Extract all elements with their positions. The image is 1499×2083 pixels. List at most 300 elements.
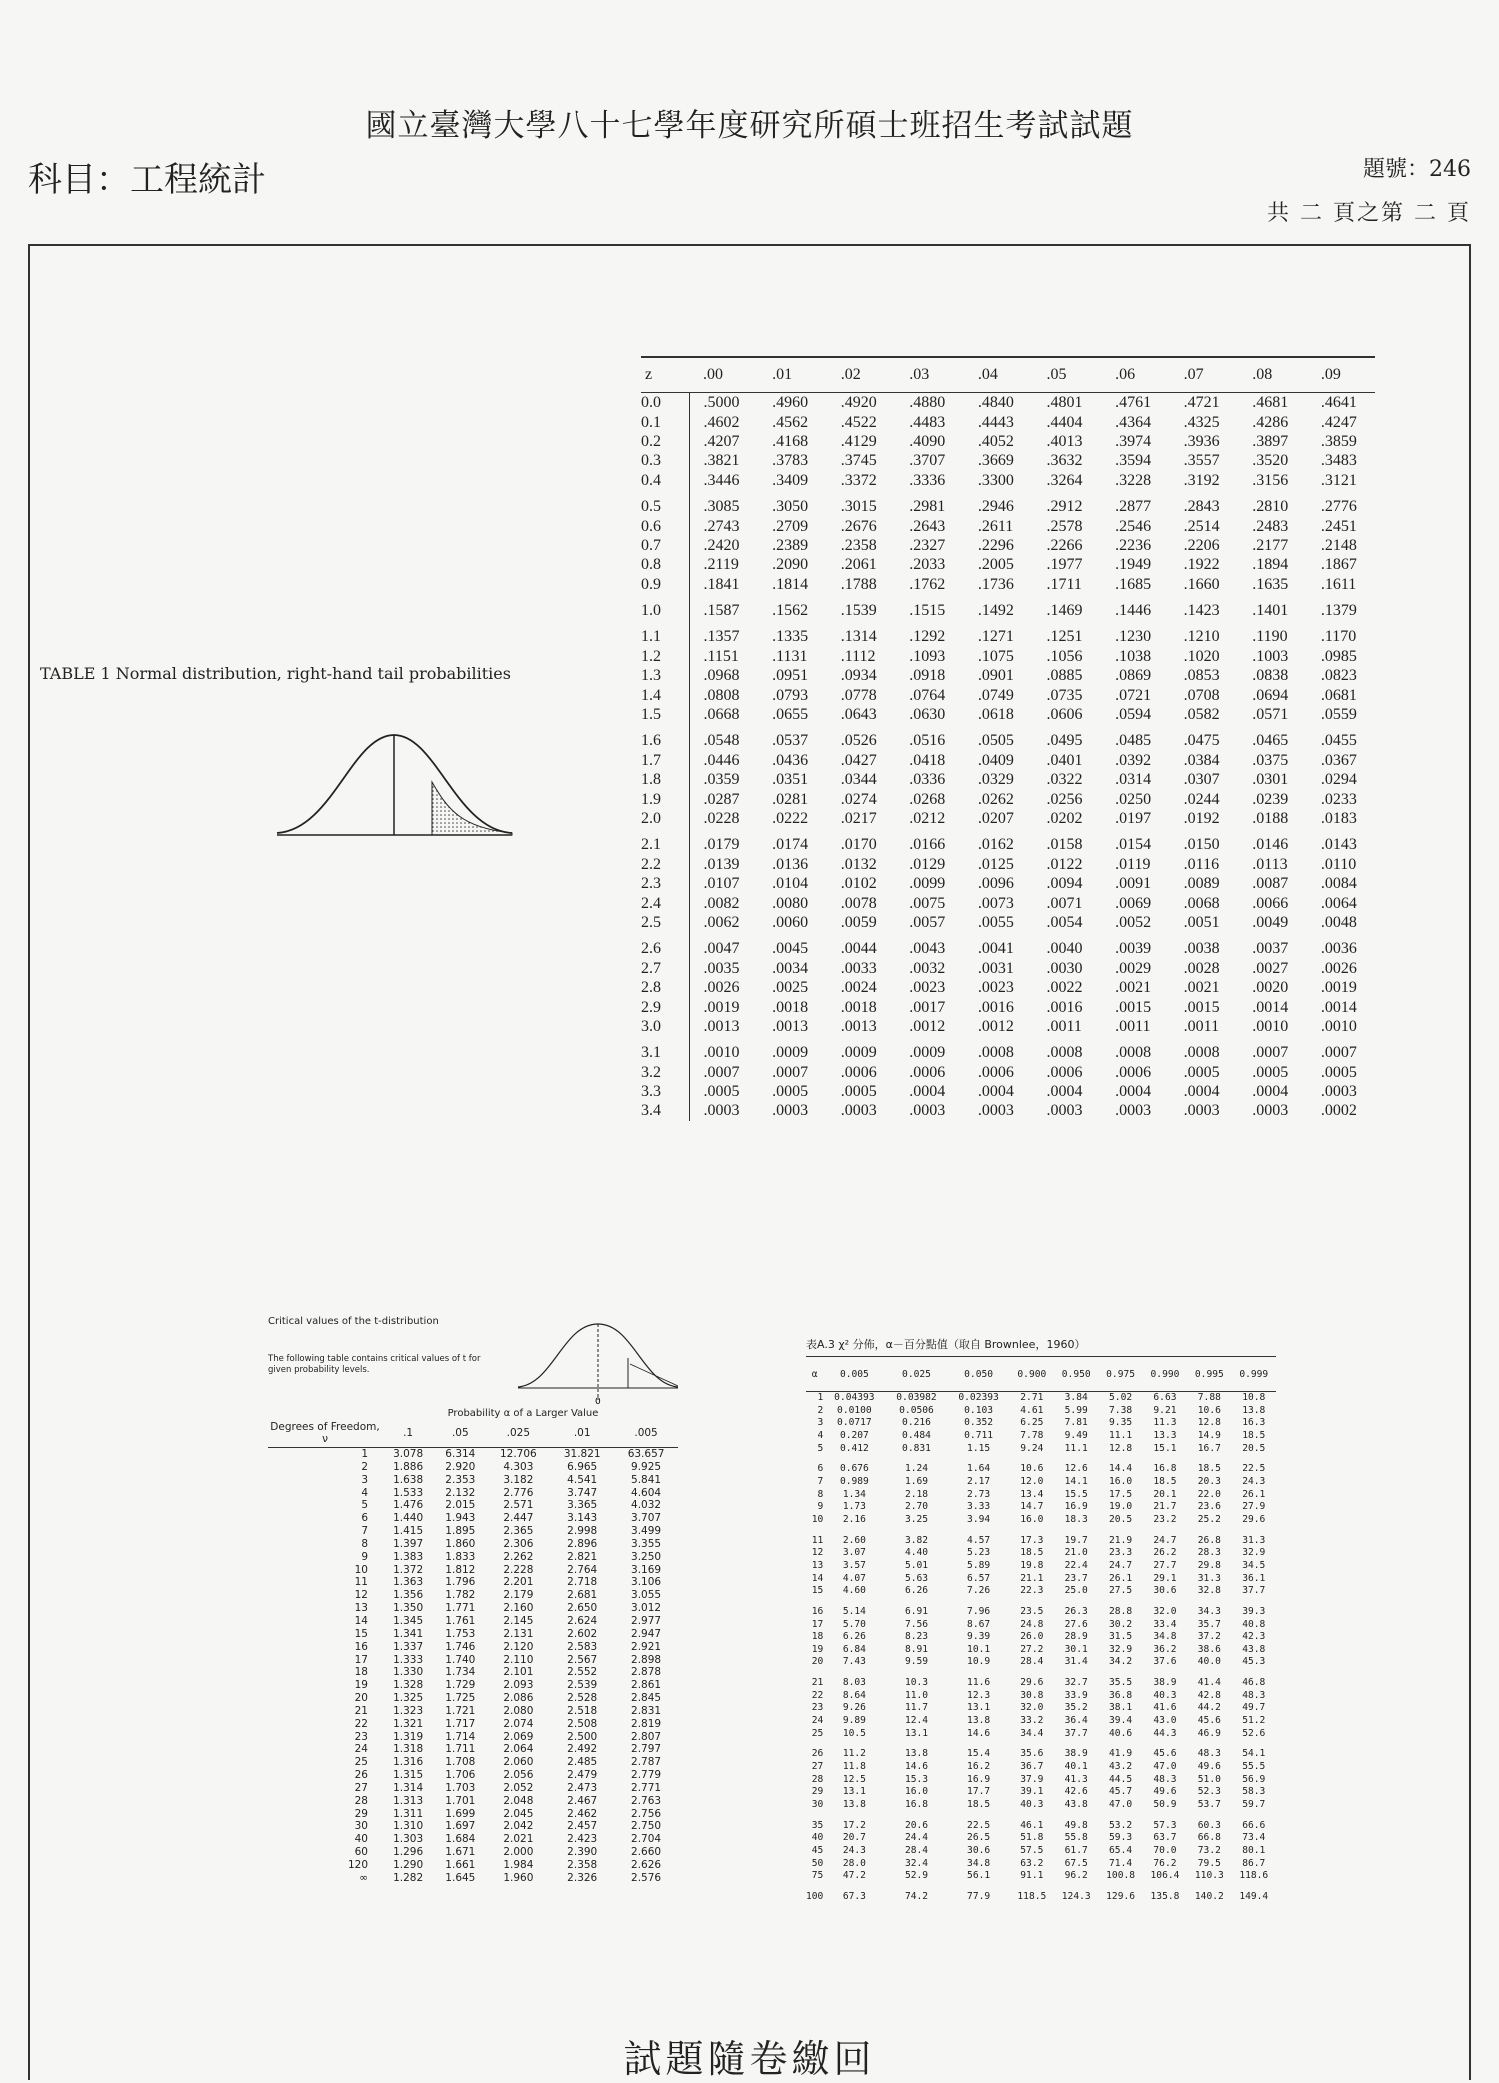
df-column-header: Degrees of Freedom, ν <box>268 1419 382 1448</box>
chi-value-cell: 25.2 <box>1197 1513 1221 1525</box>
chi-value-cell: 31.5 <box>1109 1631 1133 1643</box>
probability-cell: .0582 <box>1183 706 1220 724</box>
chi-value-cell: 0.352 <box>964 1417 994 1429</box>
chi-value-cell: 33.9 <box>1064 1689 1088 1701</box>
critical-value-cell: 1.363 <box>393 1576 424 1589</box>
probability-cell: .0007 <box>1252 1044 1289 1062</box>
df-cell: 29 <box>354 1807 368 1820</box>
probability-cell: .0034 <box>772 959 809 977</box>
table-row <box>268 1731 678 1744</box>
probability-cell: .4286 <box>1252 413 1289 431</box>
table-row <box>268 1833 678 1846</box>
critical-value-cell: 1.318 <box>393 1743 424 1756</box>
table-row <box>641 705 1375 724</box>
chi-value-cell: 21.1 <box>1020 1572 1044 1584</box>
critical-value-cell: 2.467 <box>567 1794 598 1807</box>
critical-value-cell: 1.771 <box>445 1602 476 1615</box>
df-cell: 18 <box>811 1631 824 1643</box>
probability-cell: .0030 <box>1046 959 1083 977</box>
probability-cell: .0005 <box>1252 1063 1289 1081</box>
table-row <box>806 1527 1276 1548</box>
z-value-cell: 1.6 <box>641 724 689 750</box>
probability-cell: .0068 <box>1183 894 1220 912</box>
chi-value-cell: 110.3 <box>1194 1870 1224 1882</box>
critical-value-cell: 2.132 <box>445 1486 476 1499</box>
critical-value-cell: 1.372 <box>393 1563 424 1576</box>
table-row <box>806 1417 1276 1430</box>
critical-value-cell: 1.323 <box>393 1704 424 1717</box>
probability-cell: .0918 <box>909 667 946 685</box>
critical-value-cell: 1.782 <box>445 1589 476 1602</box>
t-curve-figure <box>518 1318 678 1406</box>
chi-value-cell: 39.3 <box>1242 1605 1266 1617</box>
chi-value-cell: 43.8 <box>1242 1643 1266 1655</box>
critical-value-cell: 2.771 <box>631 1781 662 1794</box>
probability-cell: .4090 <box>909 432 946 450</box>
critical-value-cell: 2.626 <box>631 1859 662 1871</box>
chi-value-cell: 73.2 <box>1197 1845 1221 1856</box>
df-cell: 3 <box>817 1417 824 1429</box>
probability-cell: .3372 <box>840 471 877 489</box>
critical-value-cell: 4.032 <box>631 1499 662 1512</box>
probability-cell: .0985 <box>1320 647 1357 665</box>
critical-value-cell: 3.747 <box>567 1486 598 1499</box>
chi-value-cell: 10.1 <box>967 1643 991 1655</box>
probability-cell: .1841 <box>703 575 740 593</box>
probability-cell: .0015 <box>1183 998 1220 1016</box>
probability-cell: .0023 <box>977 979 1014 997</box>
probability-cell: .0047 <box>703 940 740 958</box>
question-number: 題號：246 <box>1363 157 1471 182</box>
probability-cell: .0016 <box>1046 998 1083 1016</box>
probability-cell: .2061 <box>840 556 877 574</box>
critical-value-cell: 2.479 <box>567 1769 598 1782</box>
critical-value-cell: 2.500 <box>567 1730 598 1743</box>
chi-value-cell: 1.73 <box>842 1501 866 1513</box>
critical-value-cell: 2.110 <box>503 1653 534 1666</box>
chi-value-cell: 0.676 <box>839 1463 869 1475</box>
critical-value-cell: 2.042 <box>503 1820 534 1833</box>
probability-cell: .4522 <box>840 413 877 431</box>
table-row <box>268 1654 678 1667</box>
df-cell: 13 <box>811 1559 824 1571</box>
critical-value-cell: 1.290 <box>393 1859 424 1871</box>
probability-cell: .2810 <box>1252 498 1289 516</box>
probability-cell: .1446 <box>1115 602 1152 620</box>
chi-table-title: 表A.3 χ² 分佈，α－百分點值（取自 Brownlee，1960） <box>806 1338 1086 1351</box>
critical-value-cell: 1.313 <box>393 1794 424 1807</box>
chi-value-cell: 14.6 <box>904 1761 929 1773</box>
chi-value-cell: 55.5 <box>1242 1761 1266 1773</box>
probability-cell: .0005 <box>840 1083 877 1101</box>
probability-cell: .1762 <box>909 575 946 593</box>
probability-cell: .0708 <box>1183 686 1220 704</box>
chi-value-cell: 14.6 <box>967 1727 991 1739</box>
alpha-column-header: .1 <box>382 1419 434 1448</box>
chi-value-cell: 0.02393 <box>958 1392 999 1403</box>
chi-value-cell: 13.1 <box>967 1702 991 1714</box>
chi-value-cell: 22.0 <box>1197 1488 1221 1500</box>
df-cell: 26 <box>811 1748 824 1760</box>
table-row <box>806 1845 1276 1858</box>
z-value-cell: 0.9 <box>641 575 689 594</box>
probability-cell: .0485 <box>1115 732 1152 750</box>
chi-value-cell: 9.35 <box>1109 1417 1133 1429</box>
critical-value-cell: 2.492 <box>567 1743 598 1756</box>
probability-cell: .0024 <box>840 979 877 997</box>
table-row <box>806 1812 1276 1833</box>
critical-value-cell: 2.390 <box>567 1846 598 1859</box>
probability-cell: .0808 <box>703 686 740 704</box>
chi-value-cell: 56.9 <box>1242 1773 1266 1785</box>
probability-cell: .0003 <box>1252 1102 1289 1120</box>
critical-value-cell: 1.703 <box>445 1781 476 1794</box>
z-value-cell: 1.9 <box>641 789 689 808</box>
table-row <box>268 1705 678 1718</box>
probability-cell: .1131 <box>772 647 808 665</box>
chi-value-cell: 63.2 <box>1020 1857 1044 1869</box>
df-cell: 10 <box>354 1563 368 1576</box>
df-cell: 24 <box>354 1743 368 1756</box>
probability-cell: .0618 <box>977 706 1014 724</box>
probability-cell: .1611 <box>1320 575 1357 593</box>
table-row <box>806 1786 1276 1799</box>
table-row <box>806 1443 1276 1456</box>
probability-cell: .1711 <box>1046 575 1082 593</box>
table-row <box>806 1405 1276 1418</box>
chi-value-cell: 48.3 <box>1153 1773 1177 1785</box>
z-value-cell: 0.2 <box>641 432 689 451</box>
chi-value-cell: 41.6 <box>1153 1702 1177 1714</box>
chi-value-cell: 41.4 <box>1197 1677 1221 1689</box>
critical-value-cell: 2.423 <box>567 1833 598 1846</box>
z-value-cell: 0.5 <box>641 490 689 516</box>
critical-value-cell: 2.518 <box>567 1704 598 1717</box>
critical-value-cell: 2.821 <box>567 1550 598 1563</box>
df-cell: 3 <box>361 1473 368 1486</box>
probability-cell: .0039 <box>1115 940 1152 958</box>
probability-cell: .2119 <box>703 556 739 574</box>
chi-value-cell: 49.8 <box>1064 1819 1088 1831</box>
probability-cell: .0139 <box>703 855 740 873</box>
critical-value-cell: 1.984 <box>503 1859 534 1871</box>
probability-cell: .2296 <box>977 536 1014 554</box>
chi-value-cell: 0.03982 <box>896 1392 937 1403</box>
table-row <box>641 724 1375 750</box>
probability-cell: .0968 <box>703 667 740 685</box>
table-row <box>806 1883 1276 1904</box>
probability-cell: .4168 <box>772 432 809 450</box>
critical-value-cell: 3.355 <box>631 1537 662 1550</box>
chi-value-cell: 31.3 <box>1197 1572 1221 1584</box>
chi-value-cell: 49.6 <box>1197 1761 1221 1773</box>
critical-value-cell: 2.326 <box>567 1871 598 1884</box>
critical-value-cell: 2.552 <box>567 1666 598 1679</box>
table-row <box>806 1560 1276 1573</box>
probability-cell: .0006 <box>977 1063 1014 1081</box>
probability-cell: .1251 <box>1046 628 1083 646</box>
chi-value-cell: 24.7 <box>1153 1534 1177 1546</box>
critical-value-cell: 2.069 <box>503 1730 534 1743</box>
probability-cell: .0934 <box>840 667 877 685</box>
chi-value-cell: 7.43 <box>842 1656 866 1668</box>
chi-value-cell: 57.3 <box>1153 1819 1177 1831</box>
table-row <box>806 1585 1276 1598</box>
chi-value-cell: 37.7 <box>1242 1585 1266 1597</box>
chi-value-cell: 40.0 <box>1197 1656 1221 1668</box>
probability-cell: .0013 <box>703 1017 740 1035</box>
critical-value-cell: 2.485 <box>567 1756 598 1769</box>
probability-cell: .0951 <box>772 667 809 685</box>
table-row <box>268 1859 678 1872</box>
chi-value-cell: 53.7 <box>1197 1799 1221 1811</box>
z-value-cell: 2.2 <box>641 855 689 874</box>
chi-value-cell: 24.4 <box>904 1832 929 1844</box>
chi-value-cell: 9.21 <box>1153 1404 1177 1416</box>
df-cell: 14 <box>811 1572 824 1584</box>
df-cell: 35 <box>811 1819 824 1831</box>
chi-value-cell: 13.8 <box>1242 1404 1266 1416</box>
probability-cell: .0250 <box>1115 790 1152 808</box>
df-cell: 2 <box>817 1404 824 1416</box>
df-cell: 5 <box>361 1499 368 1512</box>
chi-value-cell: 16.8 <box>904 1799 929 1811</box>
probability-cell: .0023 <box>909 979 946 997</box>
critical-value-cell: 2.718 <box>567 1576 598 1589</box>
probability-cell: .0735 <box>1046 686 1083 704</box>
chi-value-cell: 16.0 <box>1020 1513 1044 1525</box>
critical-value-cell: 1.708 <box>445 1756 476 1769</box>
critical-value-cell: 1.740 <box>445 1653 476 1666</box>
probability-cell: .3156 <box>1252 471 1289 489</box>
critical-value-cell: 2.074 <box>503 1717 534 1730</box>
alpha-symbol-header: α <box>806 1357 823 1392</box>
probability-cell: .1949 <box>1115 556 1152 574</box>
chi-value-cell: 30.8 <box>1020 1689 1044 1701</box>
chi-value-cell: 50.9 <box>1153 1799 1177 1811</box>
critical-value-cell: 2.528 <box>567 1692 598 1705</box>
critical-value-cell: 12.706 <box>499 1448 537 1460</box>
table-row <box>268 1448 678 1461</box>
df-cell: 7 <box>361 1525 368 1538</box>
probability-cell: .0099 <box>909 875 946 893</box>
probability-cell: .0132 <box>840 855 877 873</box>
probability-cell: .0793 <box>772 686 809 704</box>
probability-cell: .0002 <box>1320 1102 1357 1120</box>
chi-value-cell: 43.0 <box>1153 1715 1177 1727</box>
critical-value-cell: 2.977 <box>631 1614 662 1627</box>
z-value-cell: 2.3 <box>641 874 689 893</box>
probability-cell: .0013 <box>840 1017 877 1035</box>
probability-cell: .1660 <box>1183 575 1220 593</box>
chi-value-cell: 2.70 <box>904 1501 929 1513</box>
table-row <box>641 1017 1375 1036</box>
chi-value-cell: 11.6 <box>967 1677 991 1689</box>
critical-value-cell: 3.143 <box>567 1512 598 1525</box>
chi-value-cell: 80.1 <box>1242 1845 1266 1856</box>
critical-value-cell: 2.819 <box>631 1717 662 1730</box>
chi-value-cell: 0.216 <box>902 1417 931 1429</box>
chi-value-cell: 6.26 <box>904 1585 929 1597</box>
chi-value-cell: 9.39 <box>967 1631 991 1643</box>
chi-value-cell: 13.1 <box>842 1786 866 1798</box>
df-cell: 5 <box>817 1442 824 1454</box>
chi-value-cell: 18.5 <box>1153 1475 1177 1487</box>
probability-cell: .0188 <box>1252 810 1289 827</box>
chi-value-cell: 14.4 <box>1109 1463 1133 1475</box>
probability-cell: .0010 <box>1320 1017 1357 1035</box>
critical-value-cell: 1.725 <box>445 1692 476 1705</box>
probability-cell: .0006 <box>909 1063 946 1081</box>
probability-cell: .0436 <box>772 751 809 769</box>
df-cell: 22 <box>811 1689 824 1701</box>
chi-value-cell: 24.7 <box>1109 1559 1133 1571</box>
chi-value-cell: 44.3 <box>1153 1727 1177 1739</box>
probability-cell: .0630 <box>909 706 946 724</box>
chi-value-cell: 46.8 <box>1242 1677 1266 1689</box>
table-row <box>806 1455 1276 1476</box>
critical-value-cell: 2.807 <box>631 1730 662 1743</box>
chi-value-cell: 1.24 <box>904 1463 929 1475</box>
table-row <box>641 751 1375 770</box>
chi-value-cell: 30.1 <box>1064 1643 1088 1655</box>
z-value-cell: 1.1 <box>641 620 689 646</box>
chi-value-cell: 16.0 <box>1109 1475 1133 1487</box>
probability-cell: .4602 <box>703 413 740 431</box>
probability-cell: .3085 <box>703 498 740 516</box>
probability-cell: .0113 <box>1252 855 1288 873</box>
chi-value-cell: 17.5 <box>1109 1488 1133 1500</box>
probability-cell: .1292 <box>909 628 946 646</box>
probability-cell: .0336 <box>909 771 946 789</box>
chi-value-cell: 34.8 <box>967 1857 991 1869</box>
probability-cell: .0007 <box>772 1063 809 1081</box>
df-cell: 29 <box>811 1786 824 1798</box>
chi-value-cell: 18.5 <box>967 1799 991 1811</box>
chi-value-cell: 7.38 <box>1109 1404 1133 1416</box>
chi-value-cell: 5.23 <box>967 1547 991 1559</box>
chi-value-cell: 0.831 <box>902 1442 931 1454</box>
table-row <box>806 1514 1276 1527</box>
chi-value-cell: 3.25 <box>904 1513 929 1525</box>
probability-cell: .4840 <box>977 394 1014 412</box>
chi-value-cell: 79.5 <box>1197 1857 1221 1869</box>
z-column-header: .00 <box>689 357 758 393</box>
chi-value-cell: 53.2 <box>1109 1819 1133 1831</box>
chi-value-cell: 51.8 <box>1020 1832 1044 1844</box>
chi-value-cell: 40.6 <box>1109 1727 1133 1739</box>
probability-cell: .0005 <box>703 1083 740 1101</box>
probability-cell: .0021 <box>1115 979 1152 997</box>
chi-value-cell: 37.6 <box>1153 1656 1177 1668</box>
chi-value-cell: 8.67 <box>967 1618 991 1630</box>
table-row <box>268 1461 678 1474</box>
table-row <box>641 594 1375 620</box>
chi-value-cell: 3.33 <box>967 1501 991 1513</box>
df-cell: 12 <box>811 1547 824 1559</box>
probability-cell: .0154 <box>1115 836 1152 854</box>
z-value-cell: 2.0 <box>641 809 689 828</box>
critical-value-cell: 6.314 <box>445 1448 476 1460</box>
chi-value-cell: 37.9 <box>1020 1773 1044 1785</box>
chi-value-cell: 12.8 <box>1109 1442 1133 1454</box>
z-value-cell: 3.4 <box>641 1101 689 1120</box>
chi-value-cell: 26.1 <box>1242 1488 1266 1500</box>
probability-cell: .0446 <box>703 751 740 769</box>
chi-value-cell: 4.60 <box>842 1585 866 1597</box>
critical-value-cell: 2.602 <box>567 1627 598 1640</box>
table-row <box>268 1615 678 1628</box>
table-row <box>641 516 1375 535</box>
probability-cell: .0505 <box>977 732 1014 750</box>
critical-value-cell: 3.106 <box>631 1576 662 1589</box>
chi-value-cell: 38.6 <box>1197 1643 1221 1655</box>
probability-cell: .0018 <box>840 998 877 1016</box>
table-row <box>641 874 1375 893</box>
probability-cell: .0197 <box>1115 810 1152 827</box>
probability-cell: .0084 <box>1320 875 1357 893</box>
critical-value-cell: 2.262 <box>503 1550 534 1563</box>
df-cell: 11 <box>354 1576 368 1589</box>
chi-value-cell: 45.6 <box>1153 1748 1177 1760</box>
z-value-cell: 0.1 <box>641 412 689 431</box>
chi-value-cell: 6.91 <box>904 1605 929 1617</box>
table-row <box>641 959 1375 978</box>
probability-cell: .0004 <box>909 1083 946 1101</box>
critical-value-cell: 1.314 <box>393 1781 424 1794</box>
critical-value-cell: 1.753 <box>445 1627 476 1640</box>
z-value-cell: 0.0 <box>641 393 689 413</box>
table-row <box>641 1101 1375 1120</box>
chi-value-cell: 106.4 <box>1150 1870 1180 1882</box>
critical-value-cell: 2.306 <box>503 1537 534 1550</box>
chi-value-cell: 44.2 <box>1197 1702 1221 1714</box>
chi-value-cell: 32.9 <box>1242 1547 1266 1559</box>
critical-value-cell: 1.812 <box>445 1563 476 1576</box>
chi-value-cell: 5.63 <box>904 1572 929 1584</box>
chi-value-cell: 3.57 <box>842 1559 866 1571</box>
probability-cell: .0010 <box>1252 1017 1289 1035</box>
chi-value-cell: 52.9 <box>904 1870 929 1882</box>
critical-value-cell: 4.303 <box>503 1460 534 1473</box>
probability-cell: .0036 <box>1320 940 1357 958</box>
chi-value-cell: 18.5 <box>1242 1429 1266 1441</box>
chi-value-cell: 35.5 <box>1109 1677 1133 1689</box>
chi-value-cell: 32.7 <box>1064 1677 1088 1689</box>
probability-cell: .2514 <box>1183 517 1220 535</box>
chi-value-cell: 67.3 <box>842 1890 866 1902</box>
probability-cell: .2327 <box>909 536 946 554</box>
chi-value-cell: 118.6 <box>1239 1870 1269 1882</box>
critical-value-cell: 2.000 <box>503 1846 534 1859</box>
critical-value-cell: 1.356 <box>393 1589 424 1602</box>
critical-value-cell: 1.960 <box>503 1871 534 1884</box>
critical-value-cell: 1.721 <box>445 1704 476 1717</box>
probability-cell: .0222 <box>772 810 809 827</box>
probability-cell: .1814 <box>772 575 809 593</box>
critical-value-cell: 2.896 <box>567 1537 598 1550</box>
chi-value-cell: 149.4 <box>1239 1890 1269 1902</box>
chi-value-cell: 0.989 <box>839 1475 869 1487</box>
chi-value-cell: 135.8 <box>1150 1890 1180 1902</box>
probability-cell: .0071 <box>1046 894 1083 912</box>
critical-value-cell: 1.325 <box>393 1692 424 1705</box>
chi-value-cell: 13.8 <box>967 1715 991 1727</box>
critical-value-cell: 2.787 <box>631 1756 662 1769</box>
chi-value-cell: 34.3 <box>1197 1605 1221 1617</box>
probability-cell: .2946 <box>977 498 1014 516</box>
probability-cell: .2177 <box>1252 536 1289 554</box>
